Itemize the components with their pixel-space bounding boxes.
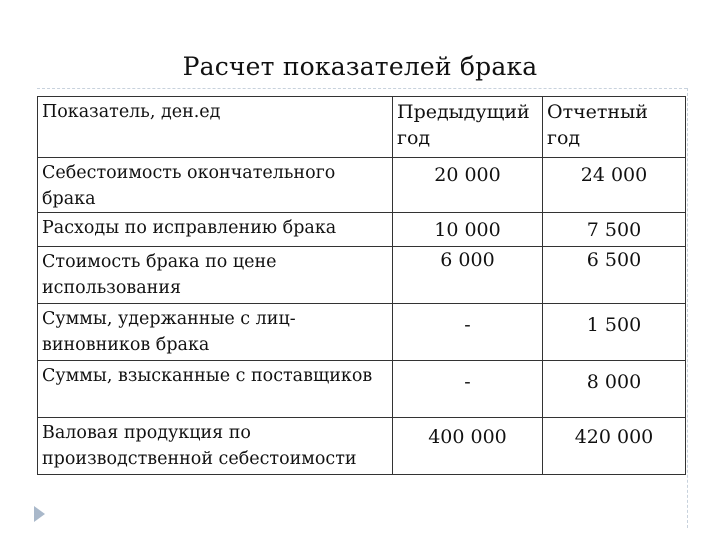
row-label: Расходы по исправлению брака [38, 213, 393, 247]
slide-title: Расчет показателей брака [182, 52, 538, 81]
header-indicator: Показатель, ден.ед [38, 97, 393, 158]
table-row [38, 158, 686, 213]
defects-table [37, 96, 686, 475]
row-curr-value: 420 000 [543, 418, 686, 475]
row-label: Суммы, удержанные с лиц-виновников брака [38, 304, 393, 361]
header-previous-year: Предыдущий год [393, 97, 543, 158]
table-header-row [38, 97, 686, 158]
table-row [38, 304, 686, 361]
table-row [38, 361, 686, 418]
row-prev-value: 400 000 [393, 418, 543, 475]
row-prev-value: 6 000 [393, 247, 543, 304]
row-curr-value: 24 000 [543, 158, 686, 213]
row-curr-value: 1 500 [543, 304, 686, 361]
row-curr-value: 8 000 [543, 361, 686, 418]
triangle-bullet-icon [34, 506, 45, 522]
table-row [38, 418, 686, 475]
row-prev-value: - [393, 304, 543, 361]
right-guide-line [687, 88, 688, 528]
row-curr-value: 7 500 [543, 213, 686, 247]
row-prev-value: 10 000 [393, 213, 543, 247]
table-row [38, 213, 686, 247]
row-prev-value: 20 000 [393, 158, 543, 213]
row-label: Валовая продукция по производственной себестоимости [38, 418, 393, 475]
row-prev-value: - [393, 361, 543, 418]
row-label: Стоимость брака по цене использования [38, 247, 393, 304]
row-label: Суммы, взысканные с поставщиков [38, 361, 393, 418]
table-row [38, 247, 686, 304]
row-label: Себестоимость окончательного брака [38, 158, 393, 213]
title-divider [37, 88, 687, 89]
header-reporting-year: Отчетный год [543, 97, 686, 158]
row-curr-value: 6 500 [543, 247, 686, 304]
